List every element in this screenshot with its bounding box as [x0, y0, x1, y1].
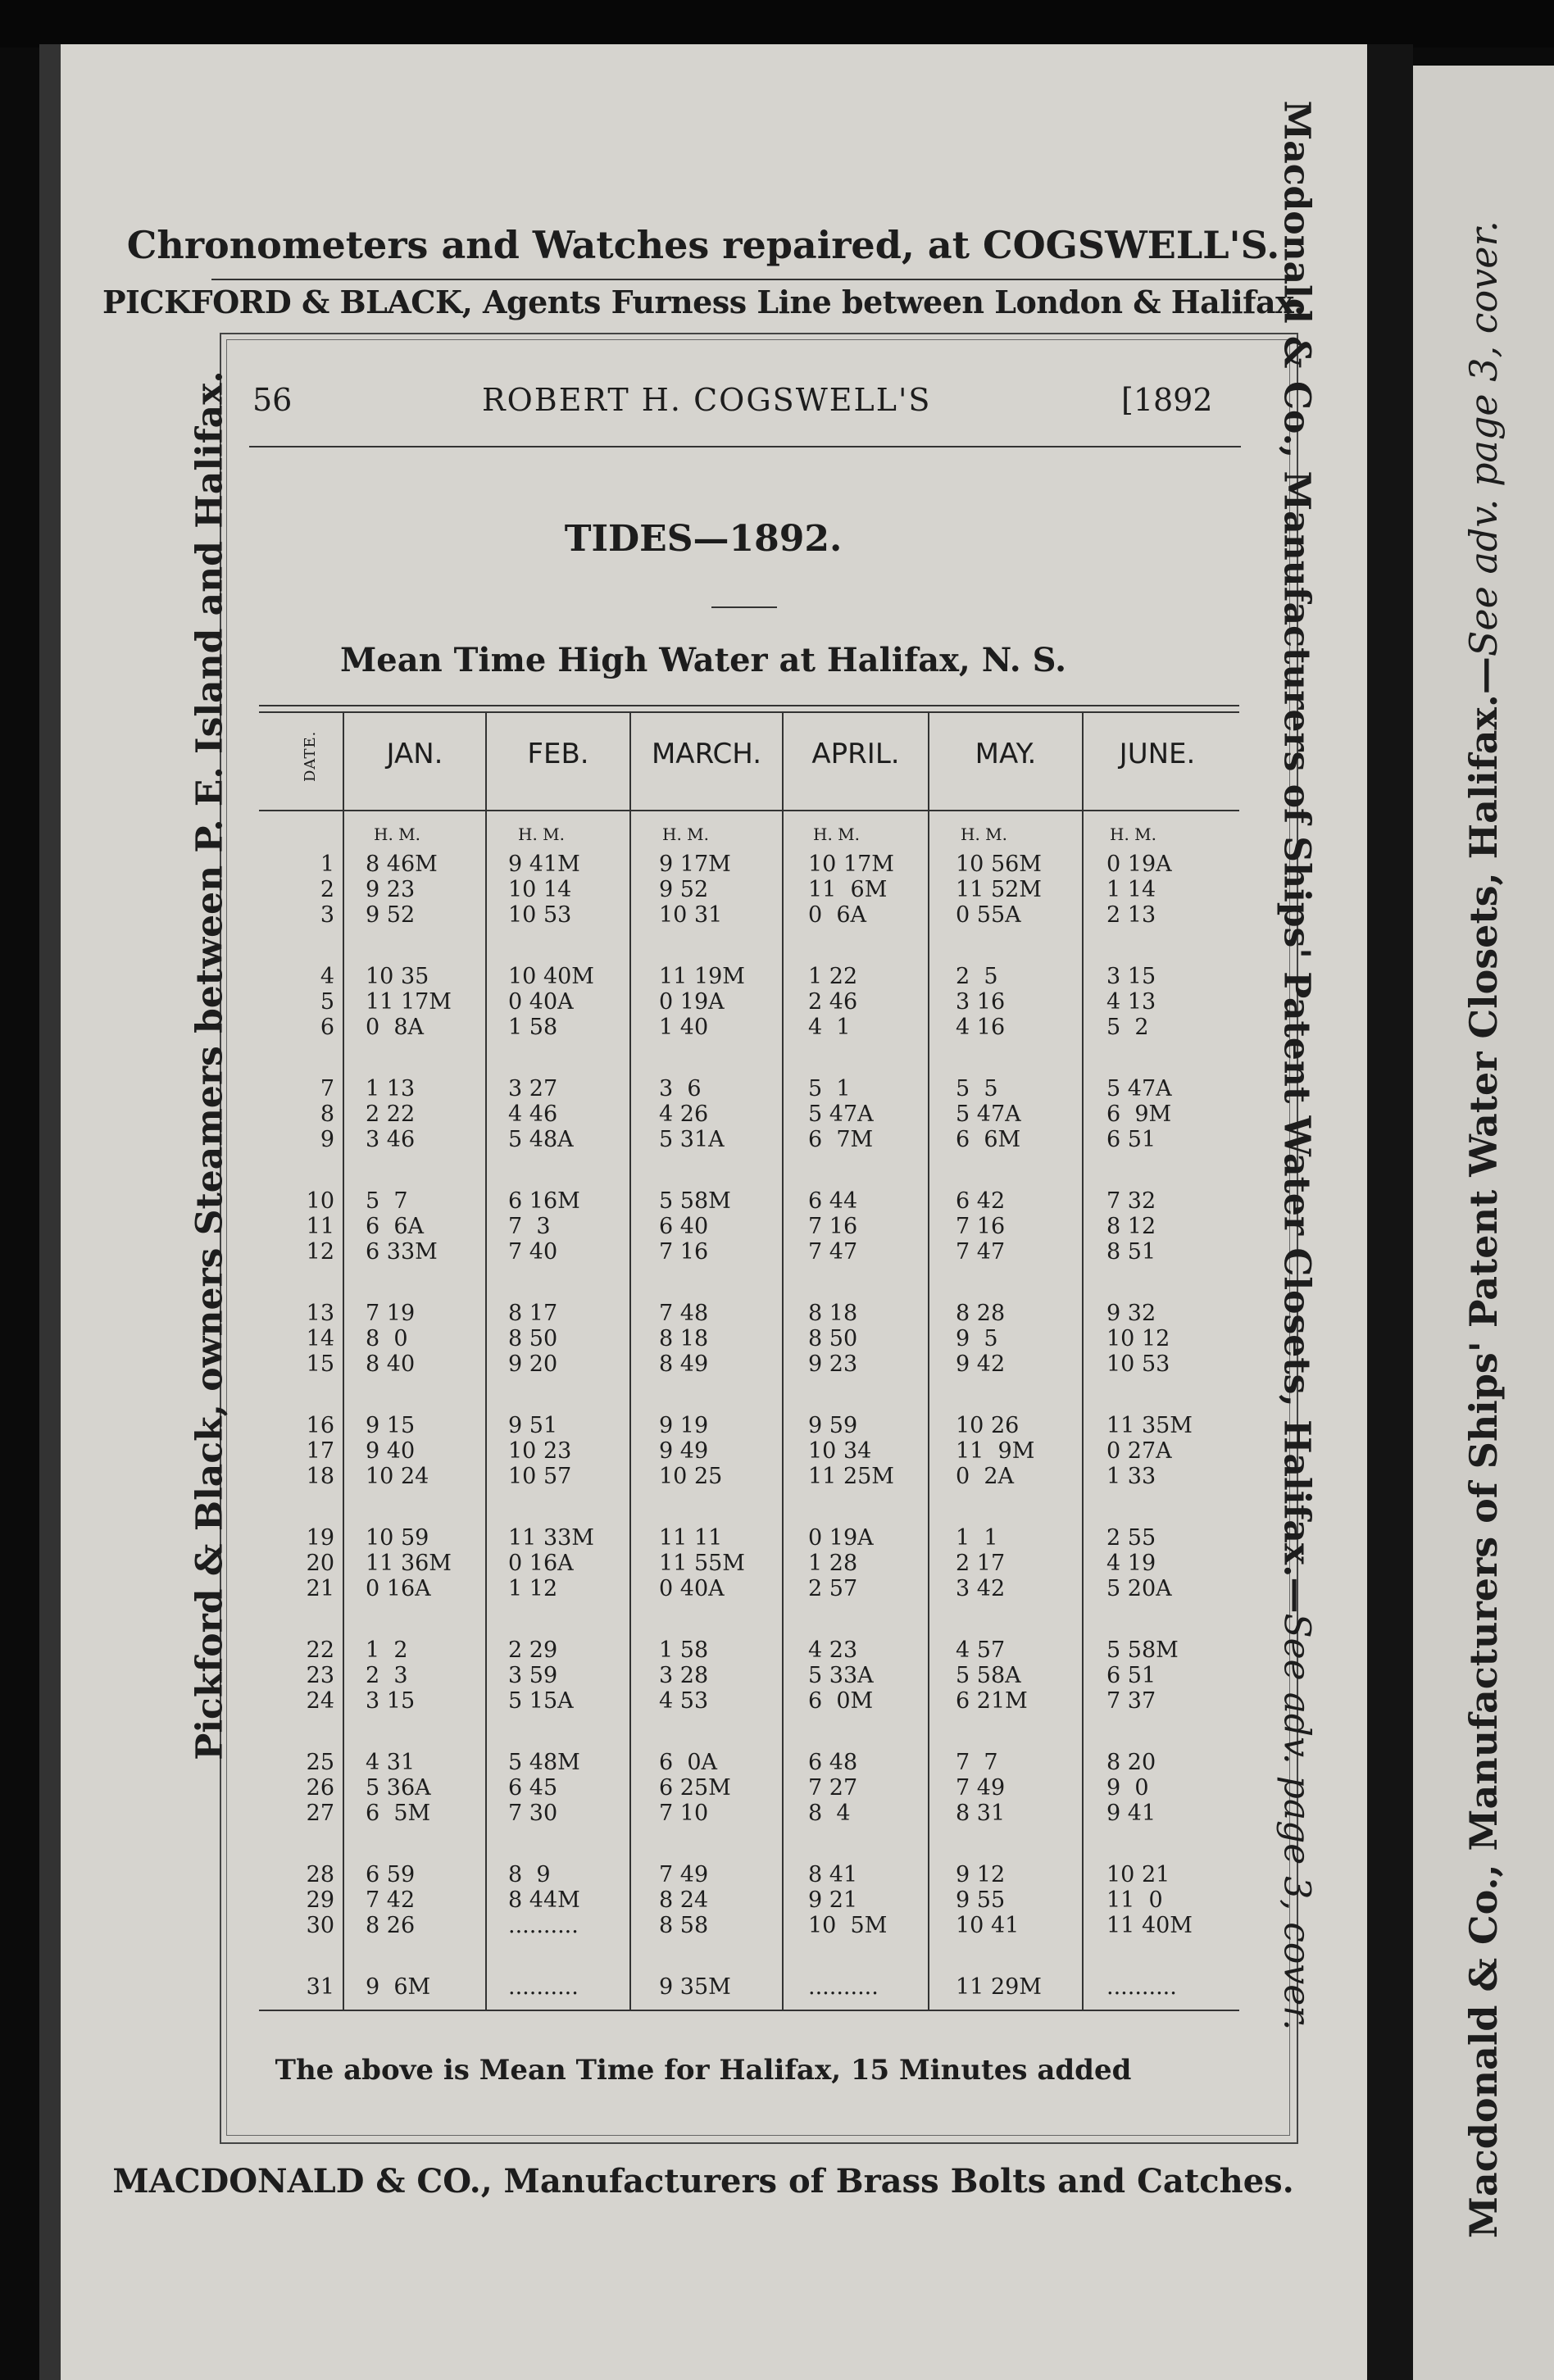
tide-cell-april: 9 23	[808, 1351, 858, 1377]
running-head-title: ROBERT H. COGSWELL'S	[482, 382, 932, 418]
tide-cell-jan: 3 46	[366, 1127, 416, 1152]
day-number: 2	[320, 877, 334, 902]
tide-cell-feb: 7 30	[508, 1801, 558, 1826]
left-margin-advert: Pickford & Black, owners Steamers between P. E. Island and Halifax.	[189, 370, 231, 1760]
day-number: 10	[306, 1188, 334, 1214]
page-subtitle: Mean Time High Water at Halifax, N. S.	[339, 641, 1067, 679]
tide-cell-feb: 7 40	[508, 1239, 558, 1265]
tide-cell-jan: 5 7	[366, 1188, 408, 1214]
table-footnote: The above is Mean Time for Halifax, 15 Minutes added	[275, 2054, 1132, 2087]
tide-cell-may: 6 42	[956, 1188, 1006, 1214]
tide-cell-jan: 9 6M	[366, 1974, 431, 2000]
tide-cell-jan: 9 15	[366, 1413, 416, 1438]
tide-cell-june: 6 9M	[1106, 1101, 1172, 1127]
tide-cell-jan: 3 15	[366, 1688, 416, 1714]
tide-cell-may: 11 29M	[956, 1974, 1042, 2000]
tide-cell-jan: 4 31	[366, 1750, 416, 1775]
top-scan-border	[0, 0, 1554, 48]
hm-subheader-may: H. M.	[961, 824, 1007, 844]
tide-cell-april: 10 17M	[808, 852, 894, 877]
table-top-rule	[259, 705, 1239, 706]
day-number: 14	[306, 1326, 334, 1351]
tide-cell-april: 11 6M	[808, 877, 888, 902]
day-number: 18	[306, 1464, 334, 1489]
tide-cell-may: 9 42	[956, 1351, 1006, 1377]
tide-cell-feb: 9 41M	[508, 852, 580, 877]
running-head-rule	[249, 446, 1241, 447]
day-number: 12	[306, 1239, 334, 1265]
tide-cell-june: 0 27A	[1106, 1438, 1172, 1464]
tide-cell-march: 6 0A	[659, 1750, 718, 1775]
tide-cell-june: 5 47A	[1106, 1076, 1172, 1101]
tide-cell-june: 8 20	[1106, 1750, 1156, 1775]
tide-cell-jan: 9 40	[366, 1438, 416, 1464]
day-number: 19	[306, 1525, 334, 1551]
tide-cell-feb: 1 58	[508, 1015, 558, 1040]
page-title: TIDES—1892.	[564, 518, 843, 560]
tide-cell-june: 1 33	[1106, 1464, 1156, 1489]
day-number: 20	[306, 1551, 334, 1576]
col-divider	[485, 711, 487, 2011]
tide-cell-march: 3 28	[659, 1663, 709, 1688]
tide-cell-feb: 6 45	[508, 1775, 558, 1801]
tide-cell-march: 9 52	[659, 877, 709, 902]
tide-cell-april: 7 16	[808, 1214, 858, 1239]
tide-cell-march: 4 26	[659, 1101, 709, 1127]
tide-cell-march: 0 40A	[659, 1576, 725, 1601]
tide-cell-april: 0 19A	[808, 1525, 874, 1551]
tide-cell-june: 9 32	[1106, 1301, 1156, 1326]
tide-cell-may: 7 16	[956, 1214, 1006, 1239]
tide-cell-march: 10 31	[659, 902, 723, 928]
header-line-2: PICKFORD & BLACK, Agents Furness Line between London & Halifax.	[102, 284, 1305, 320]
page-gutter	[1367, 44, 1413, 2380]
running-head-year: [1892	[1121, 382, 1213, 418]
tide-cell-may: 4 16	[956, 1015, 1006, 1040]
tide-cell-june: 4 13	[1106, 989, 1156, 1015]
tide-cell-feb: 8 44M	[508, 1887, 580, 1913]
tide-cell-april: 7 47	[808, 1239, 858, 1265]
tide-cell-june: 7 37	[1106, 1688, 1156, 1714]
tide-cell-june: 2 55	[1106, 1525, 1156, 1551]
tide-cell-feb: 4 46	[508, 1101, 558, 1127]
tide-cell-march: 5 58M	[659, 1188, 731, 1214]
tide-cell-june: ..........	[1106, 1974, 1177, 2000]
tide-cell-march: 6 40	[659, 1214, 709, 1239]
tide-cell-march: 10 25	[659, 1464, 723, 1489]
tide-cell-feb: ..........	[508, 1974, 579, 2000]
tide-cell-may: 7 47	[956, 1239, 1006, 1265]
tide-cell-jan: 7 42	[366, 1887, 416, 1913]
tide-cell-april: 5 47A	[808, 1101, 874, 1127]
tide-cell-jan: 10 35	[366, 964, 429, 989]
tide-cell-jan: 6 5M	[366, 1801, 431, 1826]
tide-cell-march: 8 49	[659, 1351, 709, 1377]
book-spine-edge	[39, 44, 61, 2380]
tide-cell-feb: 10 14	[508, 877, 572, 902]
hm-subheader-march: H. M.	[662, 824, 709, 844]
tide-cell-march: 7 10	[659, 1801, 709, 1826]
day-number: 26	[306, 1775, 334, 1801]
tide-cell-april: 9 59	[808, 1413, 858, 1438]
tide-cell-june: 4 19	[1106, 1551, 1156, 1576]
tide-cell-feb: 8 17	[508, 1301, 558, 1326]
tide-cell-april: 7 27	[808, 1775, 858, 1801]
tide-cell-march: 11 11	[659, 1525, 723, 1551]
tide-cell-march: 11 55M	[659, 1551, 745, 1576]
page-footer: MACDONALD & CO., Manufacturers of Brass Bolts and Catches.	[112, 2162, 1294, 2201]
tide-cell-feb: 7 3	[508, 1214, 551, 1239]
tide-cell-june: 5 20A	[1106, 1576, 1172, 1601]
tide-cell-april: 4 23	[808, 1637, 858, 1663]
day-number: 31	[306, 1974, 334, 2000]
tide-cell-jan: 6 6A	[366, 1214, 425, 1239]
tide-cell-jan: 2 22	[366, 1101, 416, 1127]
tide-cell-jan: 1 13	[366, 1076, 416, 1101]
tide-cell-june: 11 40M	[1106, 1913, 1193, 1938]
tide-cell-jan: 8 26	[366, 1913, 416, 1938]
day-number: 5	[320, 989, 334, 1015]
tide-cell-march: 9 35M	[659, 1974, 731, 2000]
tide-cell-feb: 5 48A	[508, 1127, 574, 1152]
day-number: 6	[320, 1015, 334, 1040]
tide-cell-june: 9 41	[1106, 1801, 1156, 1826]
tide-cell-march: 4 53	[659, 1688, 709, 1714]
adjacent-page-advert-italic: See adv. page 3, cover.	[1461, 220, 1506, 657]
tide-cell-feb: 1 12	[508, 1576, 558, 1601]
month-header-march: MARCH.	[651, 738, 762, 770]
day-number: 7	[320, 1076, 334, 1101]
tide-cell-may: 6 21M	[956, 1688, 1028, 1714]
right-margin-advert-italic: See adv. page 3, cover.	[1275, 1613, 1318, 2031]
tide-cell-feb: 3 27	[508, 1076, 558, 1101]
tide-cell-feb: 10 23	[508, 1438, 572, 1464]
tide-cell-feb: 2 29	[508, 1637, 558, 1663]
tide-cell-march: 1 58	[659, 1637, 709, 1663]
tide-cell-april: 6 48	[808, 1750, 858, 1775]
tide-cell-june: 8 12	[1106, 1214, 1156, 1239]
tide-cell-jan: 0 16A	[366, 1576, 431, 1601]
tide-cell-april: 8 18	[808, 1301, 858, 1326]
tide-cell-march: 9 19	[659, 1413, 709, 1438]
month-header-may: MAY.	[975, 738, 1037, 770]
tide-cell-jan: 1 2	[366, 1637, 408, 1663]
tide-cell-june: 10 53	[1106, 1351, 1170, 1377]
day-number: 29	[306, 1887, 334, 1913]
page-number: 56	[252, 382, 293, 418]
hm-subheader-jan: H. M.	[374, 824, 420, 844]
tide-cell-feb: 8 9	[508, 1862, 551, 1887]
col-divider	[928, 711, 929, 2011]
tide-cell-jan: 8 40	[366, 1351, 416, 1377]
header-rule	[211, 279, 1293, 280]
tide-cell-jan: 11 36M	[366, 1551, 452, 1576]
tide-cell-jan: 11 17M	[366, 989, 452, 1015]
tide-cell-june: 5 58M	[1106, 1637, 1179, 1663]
tide-cell-jan: 5 36A	[366, 1775, 431, 1801]
tide-cell-march: 6 25M	[659, 1775, 731, 1801]
tide-cell-june: 6 51	[1106, 1127, 1156, 1152]
tide-cell-jan: 9 23	[366, 877, 416, 902]
tide-cell-march: 8 18	[659, 1326, 709, 1351]
month-header-april: APRIL.	[811, 738, 900, 770]
tide-cell-april: 11 25M	[808, 1464, 894, 1489]
table-head-rule	[259, 810, 1239, 811]
day-number: 30	[306, 1913, 334, 1938]
day-number: 16	[306, 1413, 334, 1438]
day-number: 24	[306, 1688, 334, 1714]
tide-cell-may: 9 12	[956, 1862, 1006, 1887]
day-number: 4	[320, 964, 334, 989]
tide-cell-feb: 11 33M	[508, 1525, 594, 1551]
tide-cell-june: 5 2	[1106, 1015, 1149, 1040]
tide-cell-may: 10 41	[956, 1913, 1020, 1938]
tide-cell-may: 2 17	[956, 1551, 1006, 1576]
tide-cell-april: 6 44	[808, 1188, 858, 1214]
tide-cell-may: 2 5	[956, 964, 998, 989]
day-number: 11	[306, 1214, 334, 1239]
tide-cell-april: 10 5M	[808, 1913, 888, 1938]
tide-cell-april: 6 7M	[808, 1127, 874, 1152]
day-number: 13	[306, 1301, 334, 1326]
tide-cell-june: 6 51	[1106, 1663, 1156, 1688]
tide-cell-march: 9 17M	[659, 852, 731, 877]
tide-cell-may: 8 28	[956, 1301, 1006, 1326]
tide-cell-may: 3 42	[956, 1576, 1006, 1601]
tide-cell-april: 6 0M	[808, 1688, 874, 1714]
tide-cell-may: 5 5	[956, 1076, 998, 1101]
day-number: 28	[306, 1862, 334, 1887]
tide-cell-april: 8 4	[808, 1801, 851, 1826]
tide-cell-june: 11 0	[1106, 1887, 1163, 1913]
tide-cell-jan: 10 24	[366, 1464, 429, 1489]
tide-cell-may: 7 49	[956, 1775, 1006, 1801]
hm-subheader-feb: H. M.	[518, 824, 565, 844]
tide-cell-feb: 6 16M	[508, 1188, 580, 1214]
tide-cell-march: 3 6	[659, 1076, 702, 1101]
col-divider	[629, 711, 631, 2011]
tide-cell-jan: 9 52	[366, 902, 416, 928]
tide-cell-feb: 9 51	[508, 1413, 558, 1438]
day-number: 25	[306, 1750, 334, 1775]
tide-cell-may: 4 57	[956, 1637, 1006, 1663]
tide-cell-april: 4 1	[808, 1015, 851, 1040]
adjacent-page-advert-bold: Macdonald & Co., Manufacturers of Ships' Patent Water Closets, Halifax.—	[1461, 656, 1506, 2238]
tide-cell-april: 1 22	[808, 964, 858, 989]
tide-cell-april: 5 33A	[808, 1663, 874, 1688]
day-number: 23	[306, 1663, 334, 1688]
tide-cell-april: 2 46	[808, 989, 858, 1015]
tide-cell-feb: ..........	[508, 1913, 579, 1938]
tide-cell-may: 10 56M	[956, 852, 1042, 877]
hm-subheader-april: H. M.	[813, 824, 860, 844]
right-margin-advert	[1276, 101, 1318, 2031]
tide-cell-april: 5 1	[808, 1076, 851, 1101]
tide-cell-march: 7 48	[659, 1301, 709, 1326]
tide-cell-june: 1 14	[1106, 877, 1156, 902]
tide-cell-feb: 3 59	[508, 1663, 558, 1688]
tide-cell-jan: 10 59	[366, 1525, 429, 1551]
tide-cell-march: 9 49	[659, 1438, 709, 1464]
date-column-header: DATE.	[302, 730, 319, 782]
tide-cell-march: 1 40	[659, 1015, 709, 1040]
day-number: 15	[306, 1351, 334, 1377]
tide-cell-march: 5 31A	[659, 1127, 725, 1152]
tide-cell-feb: 5 15A	[508, 1688, 574, 1714]
tide-cell-feb: 9 20	[508, 1351, 558, 1377]
tide-cell-march: 0 19A	[659, 989, 725, 1015]
day-number: 1	[320, 852, 334, 877]
table-bottom-rule	[259, 2010, 1239, 2011]
tide-cell-may: 0 55A	[956, 902, 1021, 928]
title-dash	[711, 606, 777, 608]
tide-cell-feb: 8 50	[508, 1326, 558, 1351]
tide-cell-april: 0 6A	[808, 902, 867, 928]
tide-cell-march: 7 16	[659, 1239, 709, 1265]
table-top-rule-2	[259, 711, 1239, 713]
tide-cell-feb: 0 16A	[508, 1551, 574, 1576]
hm-subheader-june: H. M.	[1110, 824, 1156, 844]
tide-cell-feb: 10 40M	[508, 964, 594, 989]
tide-cell-march: 7 49	[659, 1862, 709, 1887]
tide-cell-jan: 6 59	[366, 1862, 416, 1887]
month-header-jan: JAN.	[386, 738, 443, 770]
tide-cell-may: 3 16	[956, 989, 1006, 1015]
tide-cell-april: 2 57	[808, 1576, 858, 1601]
tide-cell-june: 11 35M	[1106, 1413, 1193, 1438]
tide-cell-june: 10 21	[1106, 1862, 1170, 1887]
tide-cell-feb: 10 53	[508, 902, 572, 928]
tide-cell-may: 5 58A	[956, 1663, 1021, 1688]
day-number: 17	[306, 1438, 334, 1464]
book-page	[39, 44, 1367, 2380]
tide-cell-june: 9 0	[1106, 1775, 1149, 1801]
tide-cell-may: 10 26	[956, 1413, 1020, 1438]
tide-cell-may: 6 6M	[956, 1127, 1021, 1152]
tide-cell-jan: 7 19	[366, 1301, 416, 1326]
tide-cell-june: 3 15	[1106, 964, 1156, 989]
tide-cell-may: 7 7	[956, 1750, 998, 1775]
col-divider	[343, 711, 344, 2011]
tide-cell-april: 9 21	[808, 1887, 858, 1913]
day-number: 9	[320, 1127, 334, 1152]
right-margin-advert-bold: Macdonald & Co., Manufacturers of Ships' Patent Water Closets, Halifax.—	[1275, 100, 1318, 1614]
tide-cell-may: 9 55	[956, 1887, 1006, 1913]
tide-cell-jan: 8 46M	[366, 852, 438, 877]
tide-cell-june: 0 19A	[1106, 852, 1172, 877]
day-number: 27	[306, 1801, 334, 1826]
tide-cell-april: 8 41	[808, 1862, 858, 1887]
day-number: 8	[320, 1101, 334, 1127]
tide-cell-april: ..........	[808, 1974, 879, 2000]
tide-cell-feb: 5 48M	[508, 1750, 580, 1775]
tide-cell-may: 0 2A	[956, 1464, 1015, 1489]
tide-cell-may: 1 1	[956, 1525, 998, 1551]
header-line-1: Chronometers and Watches repaired, at COGSWELL'S.	[126, 223, 1280, 267]
tide-cell-jan: 2 3	[366, 1663, 408, 1688]
tide-cell-march: 8 58	[659, 1913, 709, 1938]
tide-cell-may: 5 47A	[956, 1101, 1021, 1127]
tide-cell-feb: 10 57	[508, 1464, 572, 1489]
tide-cell-may: 11 52M	[956, 877, 1042, 902]
day-number: 22	[306, 1637, 334, 1663]
tide-cell-april: 1 28	[808, 1551, 858, 1576]
month-header-june: JUNE.	[1119, 738, 1196, 770]
tide-cell-may: 11 9M	[956, 1438, 1035, 1464]
tide-cell-feb: 0 40A	[508, 989, 574, 1015]
tide-cell-june: 2 13	[1106, 902, 1156, 928]
tide-cell-june: 8 51	[1106, 1239, 1156, 1265]
tide-cell-jan: 8 0	[366, 1326, 408, 1351]
day-number: 3	[320, 902, 334, 928]
tide-cell-june: 7 32	[1106, 1188, 1156, 1214]
tide-cell-jan: 6 33M	[366, 1239, 438, 1265]
day-number: 21	[306, 1576, 334, 1601]
tide-cell-june: 10 12	[1106, 1326, 1170, 1351]
adjacent-page-advert	[1461, 220, 1506, 2238]
tide-cell-april: 10 34	[808, 1438, 872, 1464]
tide-cell-march: 8 24	[659, 1887, 709, 1913]
tide-cell-may: 9 5	[956, 1326, 998, 1351]
tide-cell-april: 8 50	[808, 1326, 858, 1351]
month-header-feb: FEB.	[527, 738, 589, 770]
tide-cell-jan: 0 8A	[366, 1015, 425, 1040]
tide-cell-may: 8 31	[956, 1801, 1006, 1826]
tide-cell-march: 11 19M	[659, 964, 745, 989]
col-divider	[1082, 711, 1084, 2011]
col-divider	[782, 711, 784, 2011]
